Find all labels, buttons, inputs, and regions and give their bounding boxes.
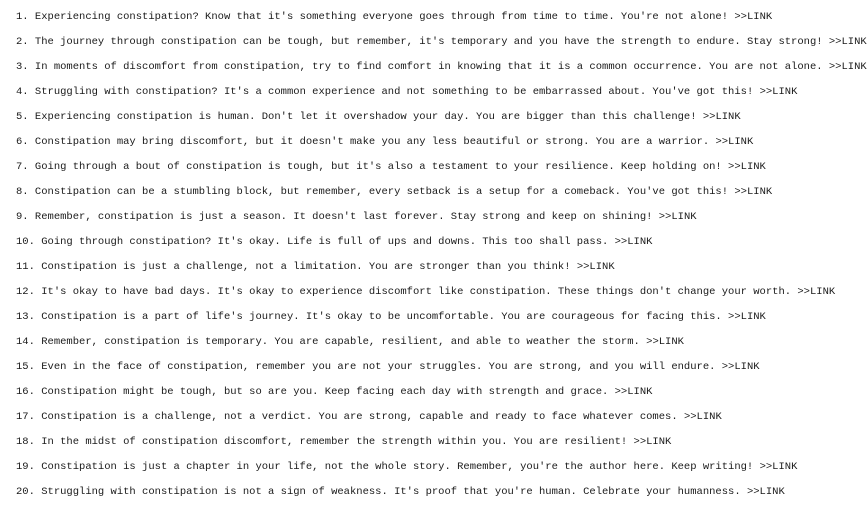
item-link[interactable]: >>LINK <box>702 111 741 123</box>
list-item <box>0 84 800 109</box>
item-number: 19. <box>16 461 35 473</box>
item-link[interactable]: >>LINK <box>728 311 766 323</box>
item-number: 9. <box>16 211 29 223</box>
item-number: 14. <box>16 336 35 348</box>
item-text: In moments of discomfort from constipation, try to find comfort in knowing that it is a common occurrence. You are not alone. <box>34 61 823 73</box>
list-item <box>0 409 800 434</box>
item-text: Struggling with constipation is not a sign of weakness. It's proof that you're human. Celebrate your humanness. <box>41 486 741 498</box>
item-link[interactable]: >>LINK <box>614 236 653 248</box>
item-number: 5. <box>16 111 29 123</box>
item-text: Even in the face of constipation, remember you are not your struggles. You are strong, and you will endure. <box>41 361 716 373</box>
item-text: The journey through constipation can be tough, but remember, it's temporary and you have the strength to endure. Stay strong! <box>34 36 823 48</box>
item-text: It's okay to have bad days. It's okay to experience discomfort like constipation. These things don't change your worth. <box>41 286 792 298</box>
item-number: 15. <box>16 361 35 373</box>
list-item <box>0 384 800 409</box>
list-item <box>0 209 800 234</box>
item-link[interactable]: >>LINK <box>715 136 754 148</box>
item-text: In the midst of constipation discomfort, remember the strength within you. You are resilient! <box>41 436 628 448</box>
item-text: Constipation might be tough, but so are you. Keep facing each day with strength and grace. <box>41 386 609 398</box>
item-link[interactable]: >>LINK <box>828 61 867 73</box>
list-item <box>0 34 867 59</box>
item-text: Experiencing constipation is human. Don't let it overshadow your day. You are bigger than this challenge! <box>34 111 697 123</box>
list-item <box>0 184 800 209</box>
item-link[interactable]: >>LINK <box>633 436 672 448</box>
item-text: Going through a bout of constipation is tough, but it's also a testament to your resilience. Keep holding on! <box>34 161 722 173</box>
item-link[interactable]: >>LINK <box>734 186 773 198</box>
item-number: 3. <box>16 61 29 73</box>
list-item <box>0 434 800 459</box>
item-number: 17. <box>16 411 35 423</box>
item-number: 20. <box>16 486 35 498</box>
item-number: 10. <box>16 236 35 248</box>
item-link[interactable]: >>LINK <box>646 336 684 348</box>
item-text: Constipation is just a chapter in your life, not the whole story. Remember, you're the author here. Keep writing! <box>41 461 754 473</box>
list-item <box>0 334 800 359</box>
list-item <box>0 159 800 184</box>
list-item <box>0 259 800 284</box>
item-text: Experiencing constipation? Know that it's something everyone goes through from time to time. You're not alone! <box>34 11 729 23</box>
list-item <box>0 59 867 84</box>
item-number: 7. <box>16 161 29 173</box>
item-number: 4. <box>16 86 29 98</box>
item-link[interactable]: >>LINK <box>759 461 798 473</box>
list-item <box>0 309 800 334</box>
item-link[interactable]: >>LINK <box>746 486 785 498</box>
item-text: Constipation can be a stumbling block, but remember, every setback is a setup for a comeback. You've got this! <box>34 186 729 198</box>
item-number: 8. <box>16 186 29 198</box>
item-link[interactable]: >>LINK <box>734 11 773 23</box>
list-item <box>0 234 800 259</box>
item-number: 18. <box>16 436 35 448</box>
item-number: 13. <box>16 311 35 323</box>
item-text: Constipation is a part of life's journey. It's okay to be uncomfortable. You are courageous for facing this. <box>41 311 722 323</box>
list-item <box>0 484 800 509</box>
item-link[interactable]: >>LINK <box>614 386 653 398</box>
item-link[interactable]: >>LINK <box>828 36 867 48</box>
item-text: Going through constipation? It's okay. Life is full of ups and downs. This too shall pass. <box>41 236 609 248</box>
item-link[interactable]: >>LINK <box>658 211 697 223</box>
list-item <box>0 134 800 159</box>
item-link[interactable]: >>LINK <box>576 261 615 273</box>
item-text: Constipation may bring discomfort, but it doesn't make you any less beautiful or strong. You are a warrior. <box>34 136 710 148</box>
list-item <box>0 9 800 34</box>
item-number: 6. <box>16 136 29 148</box>
item-link[interactable]: >>LINK <box>759 86 798 98</box>
item-link[interactable]: >>LINK <box>797 286 836 298</box>
item-link[interactable]: >>LINK <box>721 361 760 373</box>
list-item <box>0 459 800 484</box>
item-text: Constipation is a challenge, not a verdict. You are strong, capable and ready to face whatever comes. <box>41 411 678 423</box>
item-text: Constipation is just a challenge, not a limitation. You are stronger than you think! <box>41 261 571 273</box>
item-link[interactable]: >>LINK <box>728 161 766 173</box>
item-link[interactable]: >>LINK <box>683 411 722 423</box>
list-item <box>0 359 800 384</box>
item-number: 12. <box>16 286 35 298</box>
item-text: Remember, constipation is temporary. You are capable, resilient, and able to weather the storm. <box>41 336 640 348</box>
item-number: 16. <box>16 386 35 398</box>
list-item <box>0 284 836 309</box>
item-text: Struggling with constipation? It's a common experience and not something to be embarrassed about. You've got this! <box>34 86 754 98</box>
affirmation-list <box>0 9 867 509</box>
item-number: 2. <box>16 36 29 48</box>
item-text: Remember, constipation is just a season. It doesn't last forever. Stay strong and keep on shining! <box>34 211 653 223</box>
item-number: 11. <box>16 261 35 273</box>
list-item <box>0 109 800 134</box>
item-number: 1. <box>16 11 29 23</box>
